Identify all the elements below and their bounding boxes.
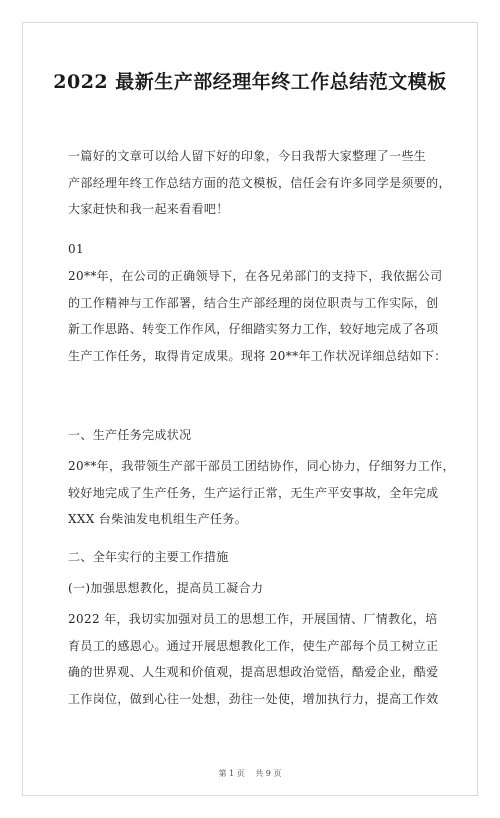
paragraph-line: 新工作思路、转变工作作风，仔细踏实努力工作，较好地完成了各项 (68, 322, 439, 336)
document-title: 2022 最新生产部经理年终工作总结范文模板 (53, 71, 447, 93)
section-number-block (68, 236, 440, 263)
sub-heading: (一)加强思想教化，提高员工凝合力 (68, 581, 264, 595)
paragraph-1 (68, 263, 447, 369)
paragraph-line: 育员工的感恩心。通过开展思想教化工作，使生产部每个员工树立正 (68, 638, 439, 653)
section-heading: 一、生产任务完成状况 (68, 428, 192, 442)
paragraph-line: 较好地完成了生产任务，生产运行正常，无生产平安事故，全年完成 (68, 485, 439, 500)
page-total: 共 9 页 (255, 769, 282, 778)
paragraph-line: XXX 台柴油发电机组生产任务。 (68, 512, 248, 526)
intro-line: 大家赶快和我一起来看看吧！ (68, 202, 229, 216)
paragraph-line: 20**年，在公司的正确领导下，在各兄弟部门的支持下，我依据公司 (68, 269, 443, 283)
paragraph-line: 2022 年，我切实加强对员工的思想工作，开展国情、厂情教化，培 (68, 612, 438, 626)
intro-paragraph (68, 143, 451, 223)
paragraph-2 (68, 453, 455, 533)
heading-2-block (68, 544, 440, 571)
paragraph-line: 生产工作任务，取得肯定成果。现将 20**年工作状况详细总结如下： (68, 348, 447, 363)
paragraph-3 (68, 606, 440, 712)
section-number: 01 (68, 242, 84, 256)
paragraph-line: 工作岗位，做到心往一处想，劲往一处使，增加执行力，提高工作效 (68, 691, 439, 706)
page-current: 第 1 页 (218, 769, 245, 778)
heading-1-block (68, 422, 440, 449)
paragraph-line: 20**年，我带领生产部干部员工团结协作，同心协力，仔细努力工作， (68, 459, 455, 473)
section-heading: 二、全年实行的主要工作措施 (68, 550, 229, 564)
subheading-1-block (68, 575, 440, 602)
paragraph-line: 确的世界观、人生观和价值观，提高思想政治觉悟，酷爱企业，酷爱 (68, 665, 439, 679)
intro-line: 一篇好的文章可以给人留下好的印象，今日我帮大家整理了一些生 (68, 149, 427, 163)
paragraph-line: 的工作精神与工作部署，结合生产部经理的岗位职责与工作实际，创 (68, 295, 439, 310)
page-footer (0, 768, 500, 779)
intro-line: 产部经理年终工作总结方面的范文模板，信任会有许多同学是须要的， (68, 175, 451, 190)
